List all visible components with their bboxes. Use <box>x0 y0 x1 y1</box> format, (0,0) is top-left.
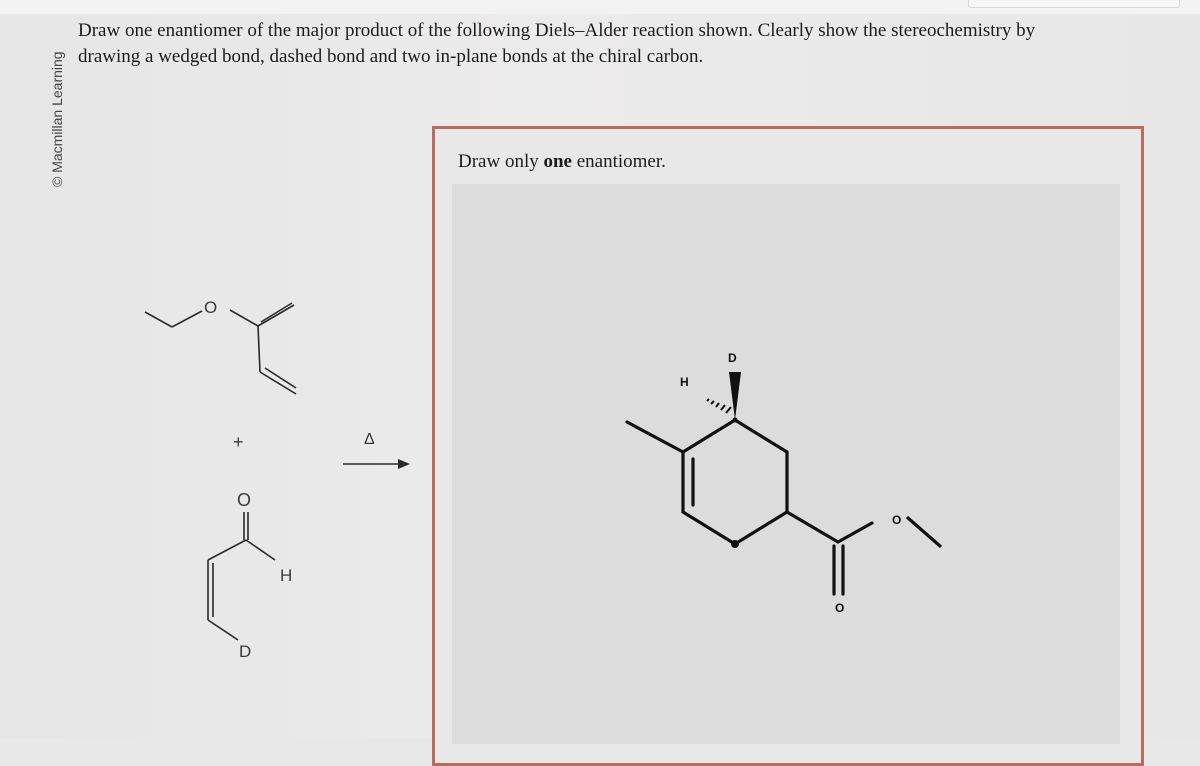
question-line-1: Draw one enantiomer of the major product of the following Diels–Alder reaction shown. Clearly show the stereochemistry by <box>78 20 1036 41</box>
reaction-arrow <box>343 459 410 469</box>
answer-prompt-bold: one <box>543 151 572 172</box>
product-deuterium-label: D <box>728 351 737 365</box>
answer-prompt-post: enantiomer. <box>571 151 666 172</box>
wedge-bond <box>729 372 741 420</box>
stereocenter-dot-bottom <box>731 540 739 548</box>
heat-symbol: Δ <box>364 431 375 448</box>
product-hydrogen-label: H <box>680 375 689 389</box>
dienophile-oxygen-label: O <box>237 490 252 510</box>
question-line-2: drawing a wedged bond, dashed bond and two in-plane bonds at the chiral carbon. <box>78 46 704 67</box>
dash-bond <box>707 399 731 413</box>
dienophile-structure <box>208 512 275 640</box>
diene-oxygen-label: O <box>204 298 218 317</box>
dienophile-deuterium-label: D <box>239 642 252 661</box>
answer-prompt-pre: Draw only <box>458 151 544 172</box>
copyright-notice: © Macmillan Learning <box>49 51 65 187</box>
product-carbonyl-oxygen-label: O <box>835 601 845 615</box>
dienophile-hydrogen-label: H <box>280 566 293 585</box>
plus-sign: + <box>233 432 244 452</box>
product-ester-oxygen-label: O <box>892 513 902 527</box>
product-structure <box>627 420 940 594</box>
stereocenter-dot-top <box>733 418 738 423</box>
diene-structure <box>145 303 296 394</box>
